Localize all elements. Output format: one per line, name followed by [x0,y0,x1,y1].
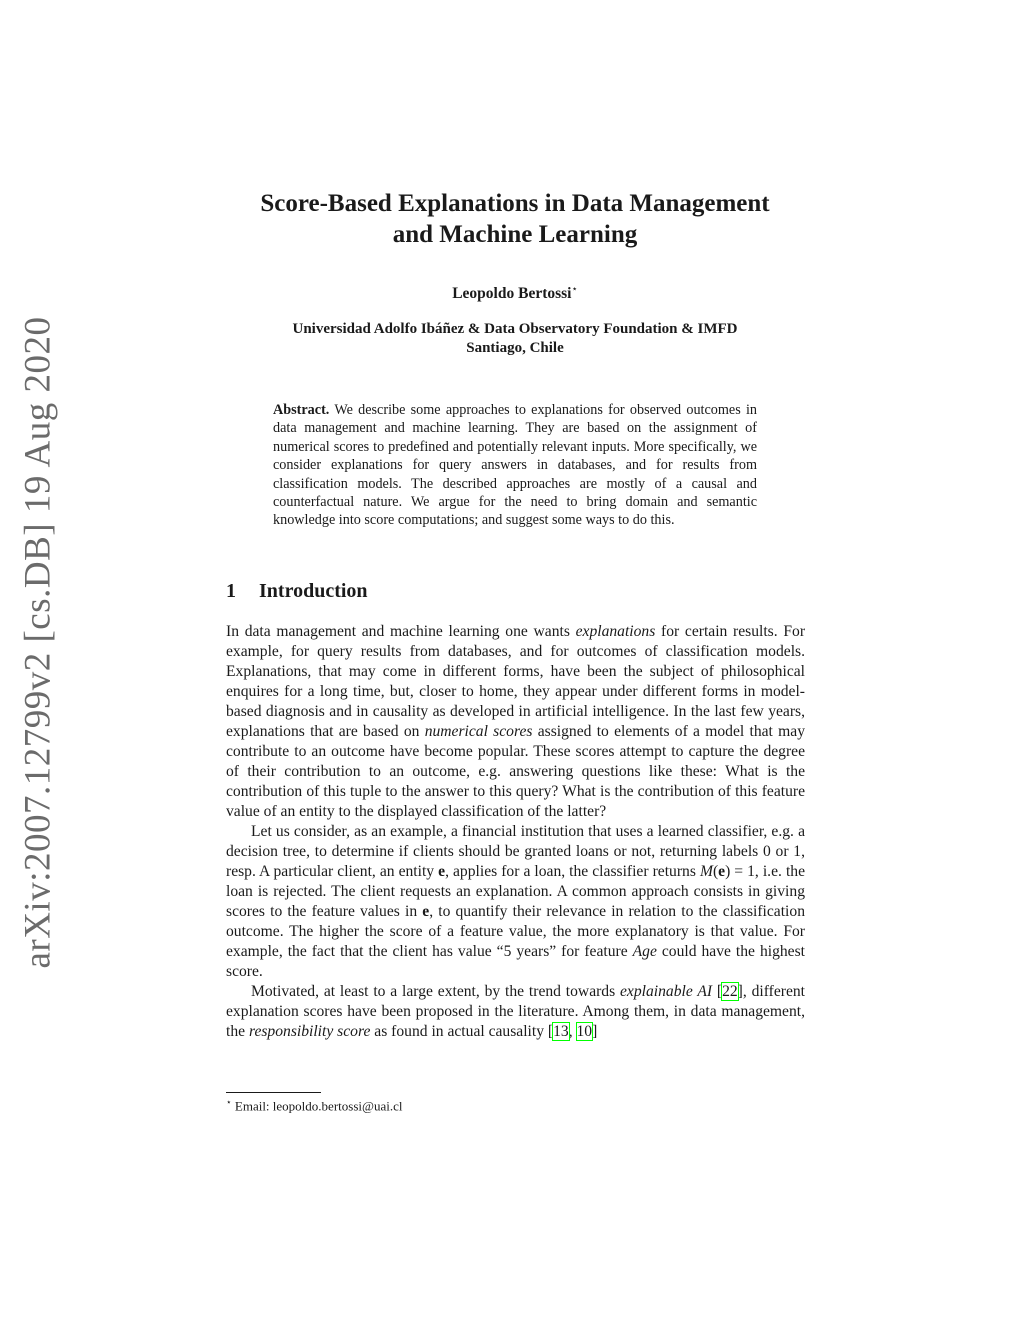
text-run: for certain results. For example, for query results from databases, and for outcomes of classification models. Explanations, that may come in different forms, have been the subject of philosophical enquires for a long time, but, closer to home, they appear under different forms in model-based diagnosis and in causality as developed in artificial intelligence. In the last few years, explanations that are based on [226,623,806,740]
section-heading-introduction [226,580,368,603]
paper-title [180,188,850,250]
text-run: could have the highest score. [226,943,806,980]
math-bold-entity: e [422,903,430,920]
section-title: Introduction [259,580,368,602]
footnote-mark: ⋆ [226,1097,232,1107]
author [180,284,850,303]
arxiv-identifier-stamp [14,315,62,969]
text-run: , applies for a loan, the classifier returns [445,863,700,880]
footnote-text: Email: leopoldo.bertossi@uai.cl [231,1098,403,1114]
math-bold-entity: e [718,863,726,880]
math-bold-entity: e [438,863,446,880]
footnote-rule [226,1092,321,1093]
citation-link[interactable]: 10 [576,1023,593,1040]
emphasis: numerical scores [424,723,533,740]
footnote [226,1097,402,1114]
affiliation-line-2: Santiago, Chile [466,340,564,356]
abstract-text: We describe some approaches to explanations for observed outcomes in data management and machine learning. They are based on the assignment of numerical scores to predefined and potentially relevant inputs. More specifically, we consider explanations for query answers in databases, and for results from classification models. The described approaches are mostly of a causal and counterfactual nature. We argue for the need to bring domain and semantic knowledge into score computations; and suggest some ways to do this. [273,402,758,529]
emphasis: explanations [575,623,656,640]
abstract-label: Abstract. [273,402,330,418]
emphasis: explainable AI [620,983,713,1000]
text-run: ( [712,863,719,880]
citation-link[interactable]: 22 [722,983,738,1000]
text-run: [ [712,983,723,1000]
text-run: , [568,1023,577,1040]
emphasis: Age [632,943,657,960]
text-run: Let us consider, as an example, a financial institution that uses a learned classifier, e.g. a decision tree, to determine if clients should be granted loans or not, returning labels 0 or 1, resp. A particular client, an entity [226,823,805,880]
text-run: as found in actual causality [ [370,1023,554,1040]
paragraph-3 [226,982,805,1042]
text-run: , to quantify their relevance in relation to the classification outcome. The higher the score of a feature value, the more explanatory is that value. For example, the fact that the client has value “5 years” for feature [226,903,805,960]
paragraph-1 [226,622,805,822]
text-run: assigned to elements of a model that may contribute to an outcome have become popular. These scores attempt to capture the degree of their contribution to an outcome, e.g. answering questions like these: What is the contribution of this tuple to the answer to this query? What is the contribution of this feature value of an entity to the displayed classification of the latter? [226,723,805,820]
text-run: ], different explanation scores have been proposed in the literature. Among them, in data management, the [226,983,805,1040]
math-italic: M [699,863,713,880]
author-name: Leopoldo Bertossi [452,285,572,303]
paragraph-2 [226,822,805,982]
text-run: ) = 1, i.e. the loan is rejected. The client requests an explanation. A common approach consists in giving scores to the feature values in [226,863,805,920]
author-footnote-mark: ⋆ [571,284,578,295]
emphasis: responsibility score [248,1023,371,1040]
section-number: 1 [226,580,236,602]
arxiv-identifier-text: arXiv:2007.12799v2 [cs.DB] 19 Aug 2020 [17,315,59,969]
title-line-1: Score-Based Explanations in Data Management [260,190,770,217]
text-run: ] [592,1023,598,1040]
abstract [273,401,757,530]
text-run: In data management and machine learning one wants [226,623,576,640]
citation-link[interactable]: 13 [553,1023,569,1040]
introduction-body [226,622,805,1042]
text-run: Motivated, at least to a large extent, by the trend towards [251,983,621,1000]
affiliation-line-1: Universidad Adolfo Ibáñez & Data Observatory Foundation & IMFD [292,321,738,337]
title-line-2: and Machine Learning [392,221,638,248]
affiliation [180,320,850,358]
